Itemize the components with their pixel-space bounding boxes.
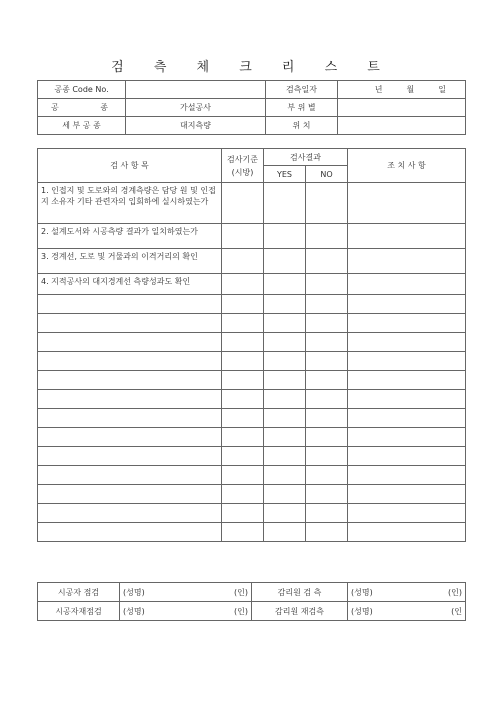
empty-cell[interactable] [306,523,348,542]
empty-cell[interactable] [348,333,466,352]
empty-cell[interactable] [222,428,264,447]
empty-row [38,504,466,523]
empty-cell[interactable] [38,466,222,485]
empty-cell[interactable] [348,314,466,333]
date-day: 일 [438,85,446,94]
part-value[interactable] [338,99,466,117]
empty-cell[interactable] [348,409,466,428]
col-result: 검사결과 [264,149,348,166]
empty-cell[interactable] [38,523,222,542]
empty-cell[interactable] [222,352,264,371]
empty-cell[interactable] [264,447,306,466]
work-type-label: 공 종 [38,99,126,117]
check-item-2: 2. 설계도서와 시공측량 결과가 일치하였는가 [38,224,222,249]
empty-cell[interactable] [38,504,222,523]
empty-cell[interactable] [264,333,306,352]
work-type-value[interactable]: 가설공사 [126,99,266,117]
empty-row [38,314,466,333]
col-items: 검 사 항 목 [38,149,222,183]
empty-cell[interactable] [38,352,222,371]
empty-cell[interactable] [264,504,306,523]
row1-left-label: 시공자 점검 [38,583,120,602]
empty-cell[interactable] [222,333,264,352]
standard-cell[interactable] [222,249,264,274]
yes-cell[interactable] [264,183,306,224]
empty-cell[interactable] [222,295,264,314]
inspect-date-label: 검측일자 [266,81,338,99]
empty-cell[interactable] [264,314,306,333]
empty-cell[interactable] [348,352,466,371]
empty-cell[interactable] [306,447,348,466]
empty-cell[interactable] [264,352,306,371]
empty-cell[interactable] [38,295,222,314]
standard-cell[interactable] [222,274,264,295]
no-cell[interactable] [306,183,348,224]
empty-cell[interactable] [264,295,306,314]
empty-cell[interactable] [264,371,306,390]
check-item-4: 4. 지적공사의 대지경계선 측량성과도 확인 [38,274,222,295]
empty-row [38,447,466,466]
empty-cell[interactable] [306,352,348,371]
date-year: 년 [374,85,383,94]
location-label: 위 치 [266,117,338,135]
standard-cell[interactable] [222,224,264,249]
standard-cell[interactable] [222,183,264,224]
empty-cell[interactable] [222,314,264,333]
empty-row [38,390,466,409]
empty-cell[interactable] [264,466,306,485]
row1-right-sign[interactable]: (성명) (인) [348,583,466,602]
empty-row [38,523,466,542]
action-cell[interactable] [348,183,466,224]
location-value[interactable] [338,117,466,135]
empty-cell[interactable] [306,485,348,504]
no-cell[interactable] [306,224,348,249]
row1-right-label: 감리원 검 측 [252,583,348,602]
no-cell[interactable] [306,274,348,295]
yes-cell[interactable] [264,274,306,295]
empty-cell[interactable] [264,428,306,447]
empty-row [38,466,466,485]
yes-cell[interactable] [264,249,306,274]
empty-cell[interactable] [222,447,264,466]
empty-cell[interactable] [38,485,222,504]
empty-row [38,409,466,428]
info-table [37,80,466,135]
action-cell[interactable] [348,249,466,274]
empty-cell[interactable] [306,314,348,333]
empty-cell[interactable] [306,428,348,447]
inspect-date-value[interactable] [338,81,466,99]
row1-left-sign[interactable]: (성명) (인) [120,583,252,602]
empty-cell[interactable] [264,409,306,428]
empty-cell[interactable] [38,409,222,428]
empty-cell[interactable] [348,390,466,409]
empty-cell[interactable] [222,371,264,390]
action-cell[interactable] [348,274,466,295]
empty-cell[interactable] [306,409,348,428]
empty-cell[interactable] [222,409,264,428]
detail-value[interactable]: 대지측량 [126,117,266,135]
empty-cell[interactable] [306,466,348,485]
empty-cell[interactable] [38,390,222,409]
yes-cell[interactable] [264,224,306,249]
empty-cell[interactable] [222,504,264,523]
code-value[interactable] [126,81,266,99]
row2-left-sign[interactable]: (성명) (인) [120,602,252,621]
empty-cell[interactable] [222,390,264,409]
empty-cell[interactable] [38,428,222,447]
empty-row [38,352,466,371]
empty-cell[interactable] [38,333,222,352]
col-standard: 검사기준 (시방) [222,149,264,183]
empty-cell[interactable] [306,504,348,523]
empty-cell[interactable] [348,504,466,523]
empty-row [38,333,466,352]
empty-cell[interactable] [222,485,264,504]
code-label: 공종 Code No. [38,81,126,99]
empty-cell[interactable] [348,371,466,390]
empty-row [38,485,466,504]
checklist-table [37,148,466,542]
empty-cell[interactable] [264,485,306,504]
col-action: 조 치 사 항 [348,149,466,183]
check-item-1: 1. 인접지 및 도로와의 경계측량은 담당 원 및 인접지 소유자 기타 관련자의 입회하에 실시하였는가 [38,183,222,224]
page-title: 검 측 체 크 리 스 트 [111,60,393,75]
col-no: NO [306,166,348,183]
empty-cell[interactable] [264,390,306,409]
date-month: 월 [406,85,415,94]
empty-cell[interactable] [306,371,348,390]
empty-cell[interactable] [222,523,264,542]
row2-right-label: 감리원 재검측 [252,602,348,621]
empty-row [38,295,466,314]
empty-cell[interactable] [348,466,466,485]
row2-right-sign[interactable]: (성명) (인 [348,602,466,621]
detail-label: 세 부 공 종 [38,117,126,135]
col-yes: YES [264,166,306,183]
empty-cell[interactable] [306,333,348,352]
empty-cell[interactable] [348,523,466,542]
part-label: 부 위 별 [266,99,338,117]
empty-cell[interactable] [306,295,348,314]
empty-cell[interactable] [38,447,222,466]
empty-cell[interactable] [348,428,466,447]
action-cell[interactable] [348,224,466,249]
empty-cell[interactable] [222,466,264,485]
empty-cell[interactable] [348,295,466,314]
empty-cell[interactable] [38,314,222,333]
no-cell[interactable] [306,249,348,274]
empty-row [38,371,466,390]
check-item-3: 3. 경계선, 도로 및 거물과의 이격거리의 확인 [38,249,222,274]
row2-left-label: 시공자재점검 [38,602,120,621]
empty-cell[interactable] [306,390,348,409]
sign-table [37,582,466,621]
empty-row [38,428,466,447]
empty-cell[interactable] [38,371,222,390]
empty-cell[interactable] [264,523,306,542]
empty-cell[interactable] [348,485,466,504]
empty-cell[interactable] [348,447,466,466]
